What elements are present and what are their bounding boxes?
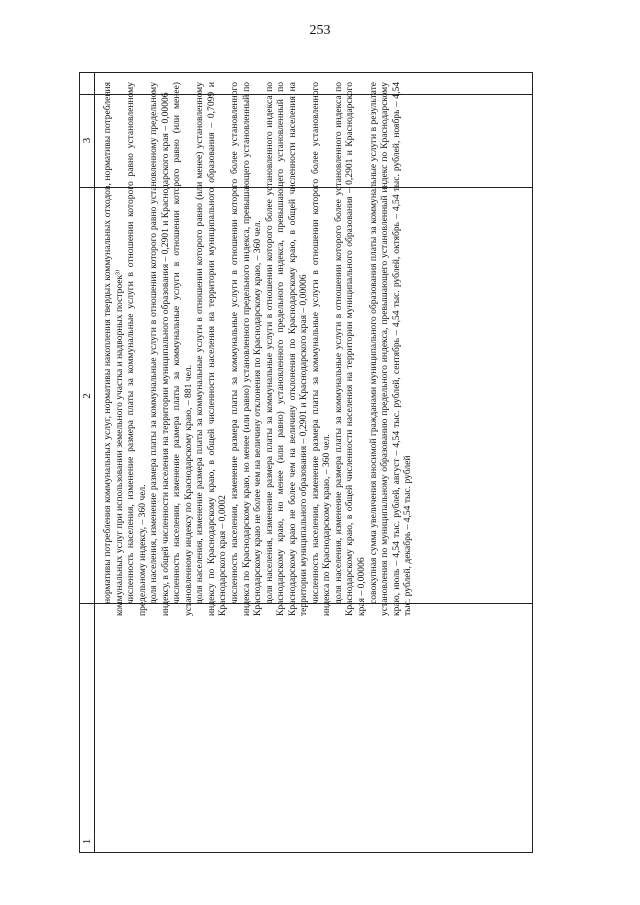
col3-text [102,82,414,616]
paragraph: доля населения, изменение размера платы за коммунальные услуги в отношении которого равно установленному предельному индексу, в общей численности населения на территории муниципального образования – 0,2901 и Краснодарского края – 0,00006 [148,82,171,616]
paragraph: доля населения, изменение размера платы за коммунальные услуги в отношении которого равно (или менее) установленному индексу по Краснодарскому краю, в общей численности населения на территории муниципального образования – 0,7099 и Краснодарского края – 0,0002 [194,82,229,616]
paragraph: численность населения, изменение размера платы за коммунальные услуги в отношении которого более установленного индекса по Краснодарскому краю, но менее (или равно) установленного предельного индекса, превышающего установленный по Краснодарскому краю не более чем на величину отклонения по Краснодарскому краю, – 360 чел. [229,82,264,616]
paragraph: совокупная сумма увеличения вносимой гражданами муниципального образования платы за коммунальные услуги в результате установления по муниципальному образованию предельного индекса, превышающего установленный индекс по Краснодарскому краю, июль – 4,54 тыс. рублей, август – 4,54 тыс. рублей, сентябрь – 4,54 тыс. рублей, октябрь – 4,54 тыс. рублей, ноябрь – 4,54 тыс. рублей, декабрь – 4,54 тыс. рублей [367,82,414,616]
paragraph: нормативы потребления коммунальных услуг, нормативы накопления твердых коммунальных отходов, нормативы потребления коммунальных услуг при использовании земельного участка и надворных построек³⁾ [102,82,125,616]
header-col-3: 3 [81,137,93,144]
paragraph: численность населения, изменение размера платы за коммунальные услуги в отношении которого равно (или менее) установленному индексу по Краснодарскому краю, – 881 чел. [171,82,194,616]
page-number: 253 [309,23,331,38]
paragraph: доля населения, изменение размера платы за коммунальные услуги в отношении которого более установленного индекса по Краснодарскому краю, но менее (или равно) установленного предельного индекса, превышающего установленный по Краснодарскому краю не более чем на величину отклонения по Краснодарскому краю, в общей численности населения на территории муниципального образования – 0,2901 и Краснодарского края – 0,00006 [263,82,310,616]
table-content [80,73,532,852]
header-col-2: 2 [81,393,93,399]
header-col-1: 1 [81,838,93,845]
paragraph: доля населения, изменение размера платы за коммунальные услуги в отношении которого более установленного индекса по Краснодарскому краю, в общей численности населения на территории муниципального образования – 0,2901 и Краснодарского края – 0,00006 [332,82,368,616]
paragraph: численность населения, изменение размера платы за коммунальные услуги в отношении которого более установленного индекса по Краснодарскому краю, – 360 чел. [309,82,333,616]
paragraph: численность населения, изменение размера платы за коммунальные услуги в отношении которого равно установленному предельному индексу, – 360 чел. [125,82,148,616]
